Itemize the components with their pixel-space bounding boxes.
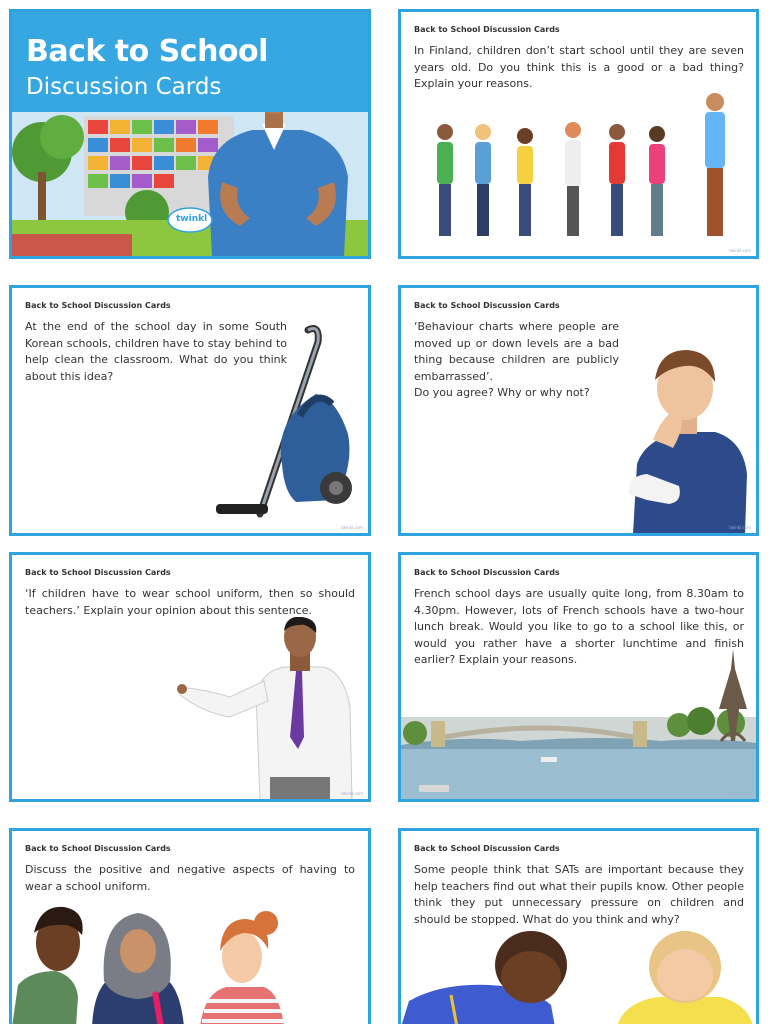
- card-header: Back to School Discussion Cards: [25, 568, 171, 577]
- pointing-teacher-illustration: [174, 617, 359, 801]
- card-question: French school days are usually quite long, from 8.30am to 4.30pm. However, lots of French schools have a two-hour lunch break. Would you like to go to a school like this, or would you rather have a shorter lunchtime and finish earlier? Explain your reasons.: [414, 587, 744, 666]
- discussion-card-teacher-uniform: [9, 552, 371, 802]
- discussion-card-behaviour-charts: [398, 285, 759, 536]
- card-header: Back to School Discussion Cards: [414, 25, 560, 34]
- card-footer-mark: twinkl.com: [729, 248, 751, 253]
- children-line-illustration: [401, 92, 756, 242]
- vacuum-cleaner-illustration: [212, 324, 362, 524]
- card-footer-mark: twinkl.com: [729, 525, 751, 530]
- thinking-boy-illustration: [623, 344, 753, 534]
- cover-card: [9, 9, 371, 259]
- card-question-statement: ‘Behaviour charts where people are moved up or down levels are a bad thing because children are publicly embarrassed’.: [414, 320, 619, 383]
- discussion-card-french-school-days: [398, 552, 759, 802]
- cover-title: Back to School: [26, 34, 268, 69]
- card-question: In Finland, children don’t start school until they are seven years old. Do you think this is a good or a bad thing? Explain your reasons.: [414, 44, 744, 90]
- children-writing-illustration: [401, 927, 756, 1024]
- card-question-prompt: Do you agree? Why or why not?: [414, 386, 590, 399]
- card-question: At the end of the school day in some South Korean schools, children have to stay behind to help clean the classroom. What do you think about this idea?: [25, 320, 287, 383]
- card-header: Back to School Discussion Cards: [414, 568, 560, 577]
- card-footer-mark: twinkl.com: [729, 791, 751, 796]
- discussion-card-sats: [398, 828, 759, 1024]
- cover-subtitle: Discussion Cards: [26, 74, 222, 100]
- discussion-card-south-korea: [9, 285, 371, 536]
- discussion-card-school-uniform: [9, 828, 371, 1024]
- card-header: Back to School Discussion Cards: [25, 844, 171, 853]
- twinkl-logo: twinkl: [176, 214, 208, 224]
- discussion-card-finland: [398, 9, 759, 259]
- card-question: ‘If children have to wear school uniform, then so should teachers.’ Explain your opinion about this sentence.: [25, 587, 355, 617]
- card-question: Some people think that SATs are important because they help teachers find out what their pupils know. Other people think they put unnecessary pressure on children and should be stopped. What do you think and why?: [414, 863, 744, 926]
- paris-river-illustration: [401, 649, 756, 799]
- card-footer-mark: twinkl.com: [341, 525, 363, 530]
- card-footer-mark: twinkl.com: [341, 791, 363, 796]
- card-header: Back to School Discussion Cards: [414, 844, 560, 853]
- card-header: Back to School Discussion Cards: [414, 301, 560, 310]
- three-children-illustration: [12, 901, 368, 1024]
- card-header: Back to School Discussion Cards: [25, 301, 171, 310]
- card-question: Discuss the positive and negative aspects of having to wear a school uniform.: [25, 863, 355, 893]
